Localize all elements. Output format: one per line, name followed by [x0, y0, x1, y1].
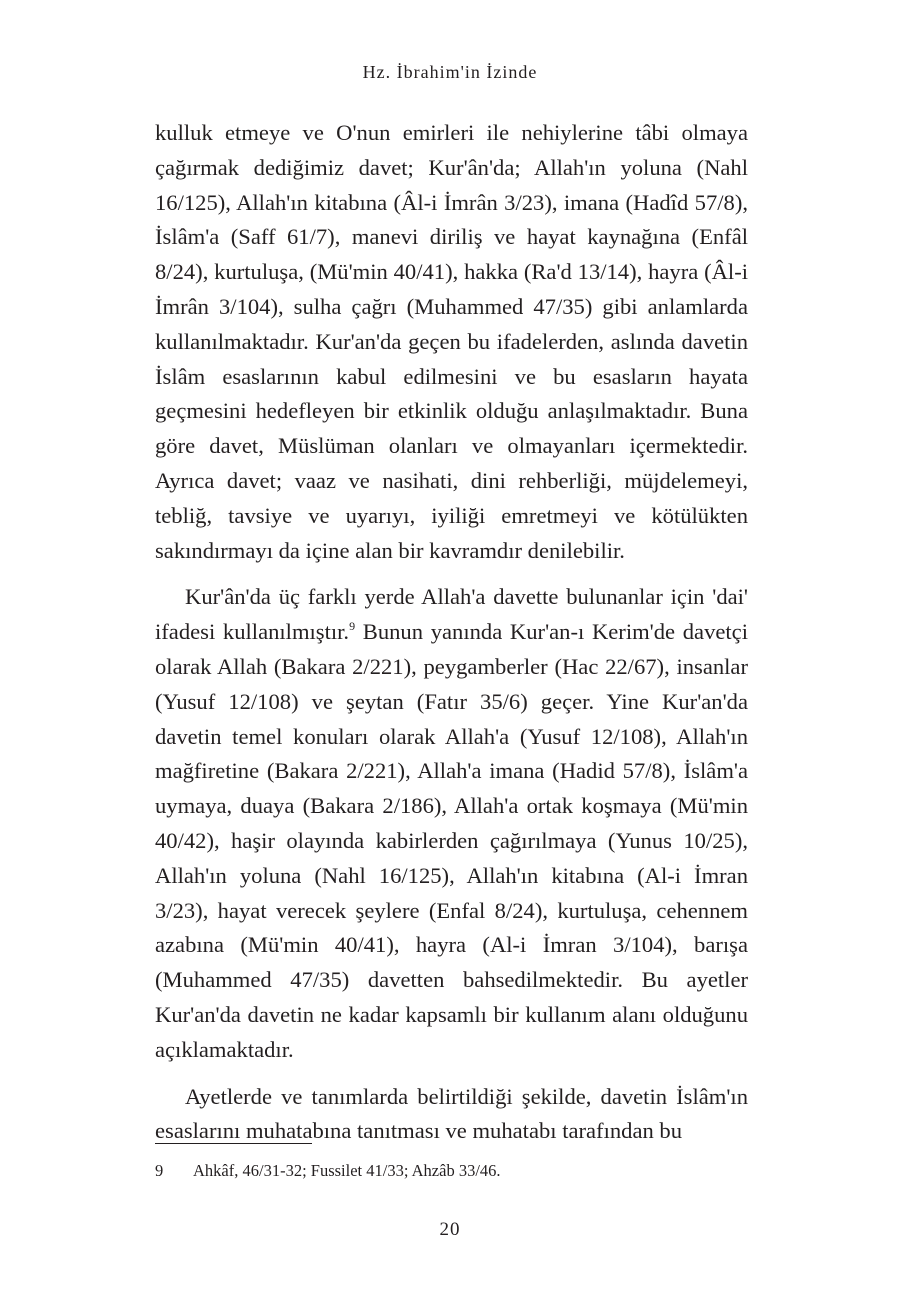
page-number: 20: [439, 1219, 461, 1240]
footnote-reference: 9: [349, 619, 356, 634]
running-header: Hz. İbrahim'in İzinde: [362, 62, 538, 82]
footnote-divider: [155, 1143, 312, 1144]
footnote-text: Ahkâf, 46/31-32; Fussilet 41/33; Ahzâb 33/46.: [193, 1161, 501, 1180]
footnote-number: 9: [155, 1161, 164, 1180]
main-text: [155, 116, 748, 1149]
paragraph-1: kulluk etmeye ve O'nun emirleri ile nehiylerine tâbi olmaya çağırmak dediğimiz davet; Kur'ân'da; Allah'ın yoluna (Nahl 16/125), Allah'ın kitabına (Âl-i İmrân 3/23), imana (Hadîd 57/8), İslâm'a (Saff 61/7), manevi diriliş ve hayat kaynağına (Enfâl 8/24), kurtuluşa, (Mü'min 40/41), hakka (Ra'd 13/14), hayra (Âl-i İmrân 3/104), sulha çağrı (Muhammed 47/35) gibi anlamlarda kullanılmaktadır. Kur'an'da geçen bu ifadelerden, aslında davetin İslâm esaslarının kabul edilmesini ve bu esasların hayata geçmesini hedefleyen bir etkinlik olduğu anlaşılmaktadır. Buna göre davet, Müslüman olanları ve olmayanları içermektedir. Ayrıca davet; vaaz ve nasihati, dini rehberliği, müjdelemeyi, tebliğ, tavsiye ve uyarıyı, iyiliği emretmeyi ve kötülükten sakındırmayı da içine alan bir kavramdır denilebilir.: [155, 120, 748, 563]
paragraph-2-rest: Bunun yanında Kur'an-ı Kerim'de davetçi olarak Allah (Bakara 2/221), peygamberler (Hac 22/67), insanlar (Yusuf 12/108) ve şeytan (Fatır 35/6) geçer. Yine Kur'an'da davetin temel konuları olarak Allah'a (Yusuf 12/108), Allah'ın mağfiretine (Bakara 2/221), Allah'a imana (Hadid 57/8), İslâm'a uymaya, duaya (Bakara 2/186), Allah'a ortak koşmaya (Mü'min 40/42), haşir olayında kabirlerden çağırılmaya (Yunus 10/25), Allah'ın yoluna (Nahl 16/125), Allah'ın kitabına (Al-i İmran 3/23), hayat verecek şeylere (Enfal 8/24), kurtuluşa, cehennem azabına (Mü'min 40/41), hayra (Al-i İmran 3/104), barışa (Muhammed 47/35) davetten bahsedilmektedir. Bu ayetler Kur'an'da davetin ne kadar kapsamlı bir kullanım alanı olduğunu açıklamaktadır.: [155, 619, 748, 1062]
paragraph-2: [155, 580, 748, 1067]
paragraph-2-start: Kur'ân'da üç farklı yerde Allah'a davette bulunanlar için 'dai' ifadesi kullanılmıştır.: [155, 584, 748, 645]
footnote: [155, 1160, 755, 1182]
paragraph-3: Ayetlerde ve tanımlarda belirtildiği şekilde, davetin İslâm'ın esaslarını muhatabına tanıtması ve muhatabı tarafından bu: [155, 1083, 748, 1144]
